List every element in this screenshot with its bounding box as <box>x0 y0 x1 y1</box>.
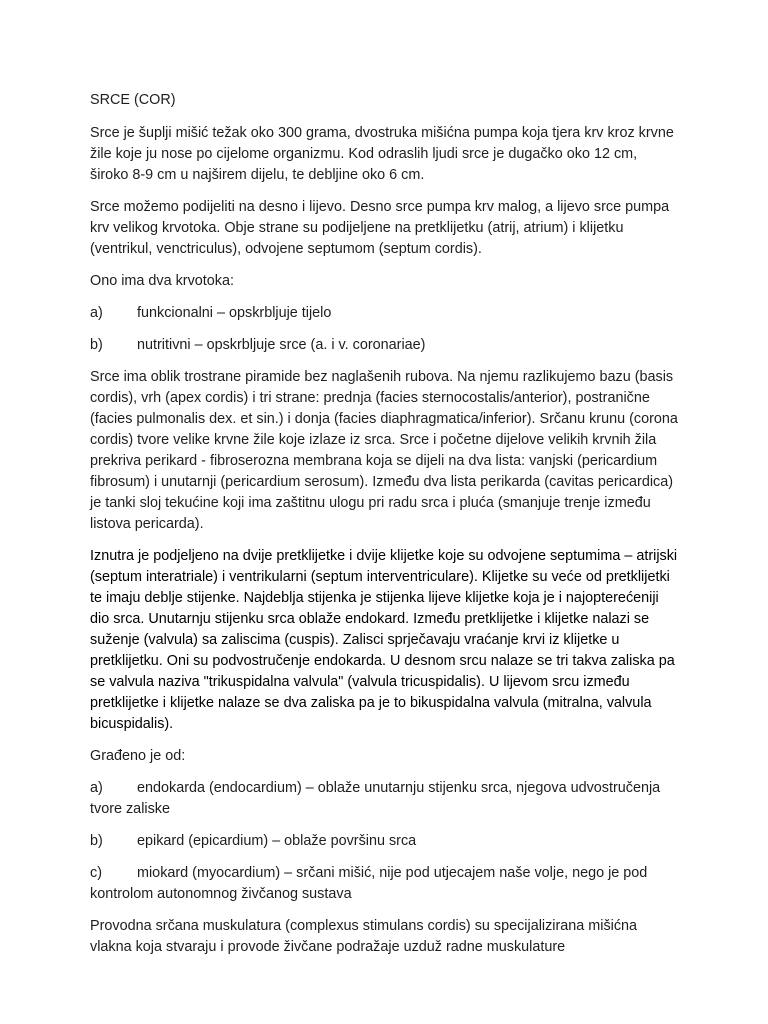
list-text: epikard (epicardium) – oblaže površinu srca <box>137 833 417 849</box>
list-item <box>90 863 678 905</box>
list-text: miokard (myocardium) – srčani mišić, nije pod utjecajem naše volje, nego je pod kontrolom autonomnog živčanog sustava <box>90 865 648 902</box>
list-text: funkcionalni – opskrbljuje tijelo <box>137 305 332 321</box>
paragraph-circulations-heading: Ono ima dva krvotoka: <box>90 273 234 289</box>
list-marker: b) <box>90 833 103 849</box>
list-marker: b) <box>90 337 103 353</box>
paragraph-structure-heading: Građeno je od: <box>90 748 186 764</box>
list-item <box>90 831 678 852</box>
paragraph-shape: Srce ima oblik trostrane piramide bez naglašenih rubova. Na njemu razlikujemo bazu (basis cordis), vrh (apex cordis) i tri strane: prednja (facies sternocostalis/anterior), postranične (facies pulmonalis dex. et sin.) i donja (facies diaphragmatica/inferior). Srčanu krunu (corona cordis) tvore velike krvne žile koje izlaze iz srca. Srce i početne dijelove velikih krvnih žila prekriva perikard - fibroserozna membrana koja se dijeli na dva lista: vanjski (pericardium fibrosum) i unutarnji (pericardium serosum). Između dva lista perikarda (cavitas pericardica) je tanki sloj tekućine koji ima zaštitnu ulogu pri radu srca i pluća (smanjuje trenje između listova pericarda). <box>90 369 678 532</box>
list-text: nutritivni – opskrbljuje srce (a. i v. coronariae) <box>137 337 426 353</box>
list-item <box>90 778 678 820</box>
list-item <box>90 335 678 356</box>
list-text: endokarda (endocardium) – oblaže unutarnju stijenku srca, njegova udvostručenja tvore zaliske <box>90 780 661 817</box>
paragraph-conduction: Provodna srčana muskulatura (complexus stimulans cordis) su specijalizirana mišićna vlakna koja stvaraju i provode živčane podražaje uzduž radne muskulature <box>90 918 638 955</box>
paragraph-division: Srce možemo podijeliti na desno i lijevo. Desno srce pumpa krv malog, a lijevo srce pumpa krv velikog krvotoka. Obje strane su podijeljene na pretklijetku (atrij, atrium) i klijetku (ventrikul, venctriculus), odvojene septumom (septum cordis). <box>90 199 670 257</box>
paragraph-intro: Srce je šuplji mišić težak oko 300 grama, dvostruka mišićna pumpa koja tjera krv kroz krvne žile koje ju nose po cijelome organizmu. Kod odraslih ljudi srce je dugačko oko 12 cm, široko 8-9 cm u najširem dijelu, te debljine oko 6 cm. <box>90 125 674 183</box>
list-item <box>90 303 678 324</box>
list-marker: c) <box>90 865 102 881</box>
list-marker: a) <box>90 780 103 796</box>
paragraph-interior: Iznutra je podjeljeno na dvije pretklijetke i dvije klijetke koje su odvojene septumima – atrijski (septum interatriale) i ventrikularni (septum interventriculare). Klijetke su veće od pretklijetki te imaju deblje stijenke. Najdeblja stijenka je stijenka lijeve klijetke koja je i najopterećeniji dio srca. Unutarnju stijenku srca oblaže endokard. Između pretklijetke i klijetke nalazi se suženje (valvula) sa zaliscima (cuspis). Zalisci sprječavaju vraćanje krvi iz klijetke u pretklijetku. Oni su podvostručenje endokarda. U desnom srcu nalaze se tri takva zaliska pa se valvula naziva "trikuspidalna valvula" (valvula tricuspidalis). U lijevom srcu između pretklijetke i klijetke nalaze se dva zaliska pa je to bikuspidalna valvula (mitralna, valvula bicuspidalis). <box>90 548 678 732</box>
list-marker: a) <box>90 305 103 321</box>
document-title: SRCE (COR) <box>90 92 176 108</box>
